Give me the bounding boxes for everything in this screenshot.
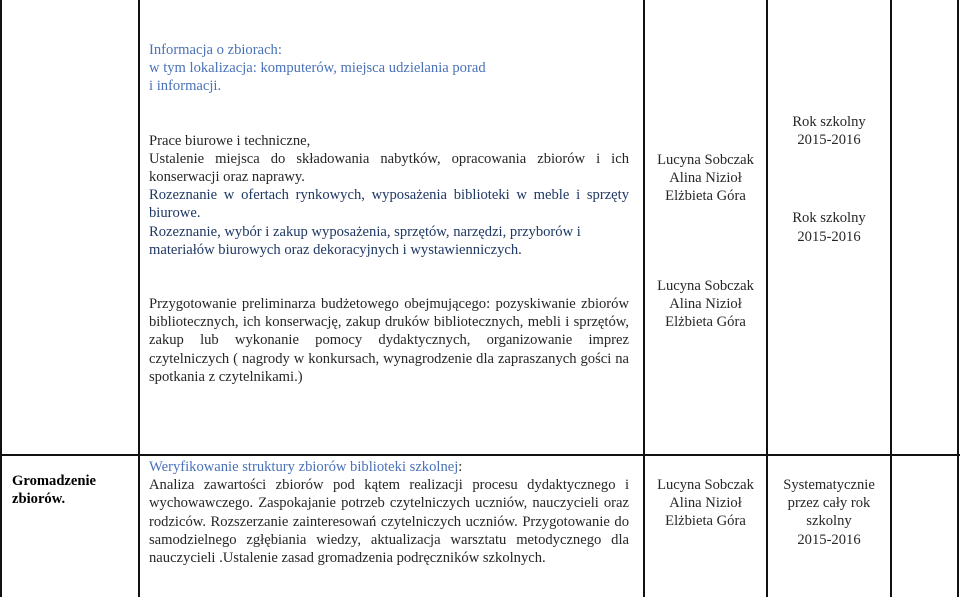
section3-term: Systematycznie przez cały rok szkolny 2015-2016 [783,477,875,548]
person-name: Elżbieta Góra [665,314,746,331]
info-line-3: i informacji. [149,78,222,95]
table-border-right [957,0,959,597]
section1-responsible [645,151,766,206]
table-border-col4 [890,0,892,597]
person-name: Elżbieta Góra [665,188,746,205]
section2-description: Przygotowanie preliminarza budżetowego obejmującego: pozyskiwanie zbiorów bibliotecznych, ich konserwację, zakup druków bibliotecznych, mebli i sprzętów, zakup lub wykonanie pomocy dydaktycznych, organizowanie imprez czytelniczych ( nagrody w konkursach, wynagrodzenie dla zapraszanych gości na spotkania z czytelnikami.) [149,296,629,385]
term-label-bottom: Rok szkolny [792,210,866,227]
term-year-top: 2015-2016 [797,132,861,149]
term-label-top: Rok szkolny [792,114,866,130]
person-name: Alina Nizioł [669,495,742,512]
paragraph-1: Prace biurowe i techniczne, [149,132,311,149]
section3-responsible [645,476,766,531]
person-name: Lucyna Sobczak [657,477,754,493]
section3-text: Analiza zawartości zbiorów pod kątem realizacji procesu dydaktycznego i wychowawczego. Zaspokajanie potrzeb czytelniczych uczniów, nauczycieli oraz rodziców. Rozszerzanie zainteresowań czytelniczych uczniów. Przygotowanie do samodzielnego zgłębiania wiedzy, aktualizacja warsztatu metodycznego dla nauczycieli .Ustalenie zasad gromadzenia podręczników szkolnych. [149,477,629,567]
info-line-2: w tym lokalizacja: komputerów, miejsca udzielania porad [149,60,486,77]
person-name: Elżbieta Góra [665,513,746,530]
person-name: Alina Nizioł [669,296,742,313]
table-row-divider [0,454,960,456]
table-border-left [0,0,2,597]
table-border-col1 [138,0,140,597]
category-label: Gromadzenie zbiorów. [12,473,97,508]
section1-term [768,113,890,246]
section1-description [149,41,629,259]
section3-heading: Weryfikowanie struktury zbiorów biblioteki szkolnej [149,459,459,475]
info-title: Informacja o zbiorach: [149,42,282,58]
paragraph-2: Ustalenie miejsca do składowania nabytków, opracowania zbiorów i ich konserwacji oraz naprawy. [149,150,629,186]
term-year-bottom: 2015-2016 [797,228,861,245]
person-name: Lucyna Sobczak [657,152,754,168]
section3-description: Weryfikowanie struktury zbiorów biblioteki szkolnej: Analiza zawartości zbiorów pod kątem realizacji procesu dydaktycznego i wychowawczego. Zaspokajanie potrzeb czytelniczych uczniów, nauczycieli oraz rodziców. Rozszerzanie zainteresowań czytelniczych uczniów. Przygotowanie do samodzielnego zgłębiania wiedzy, aktualizacja warsztatu metodycznego dla nauczycieli .Ustalenie zasad gromadzenia podręczników szkolnych. [149,459,629,567]
paragraph-3: Rozeznanie w ofertach rynkowych, wyposażenia biblioteki w meble i sprzęty biurowe. [149,187,629,222]
section2-responsible [645,277,766,332]
person-name: Lucyna Sobczak [657,278,754,294]
paragraph-4: Rozeznanie, wybór i zakup wyposażenia, sprzętów, narzędzi, przyborów i materiałów biurowych oraz dekoracyjnych i wystawienniczych. [149,223,581,258]
person-name: Alina Nizioł [669,170,742,187]
